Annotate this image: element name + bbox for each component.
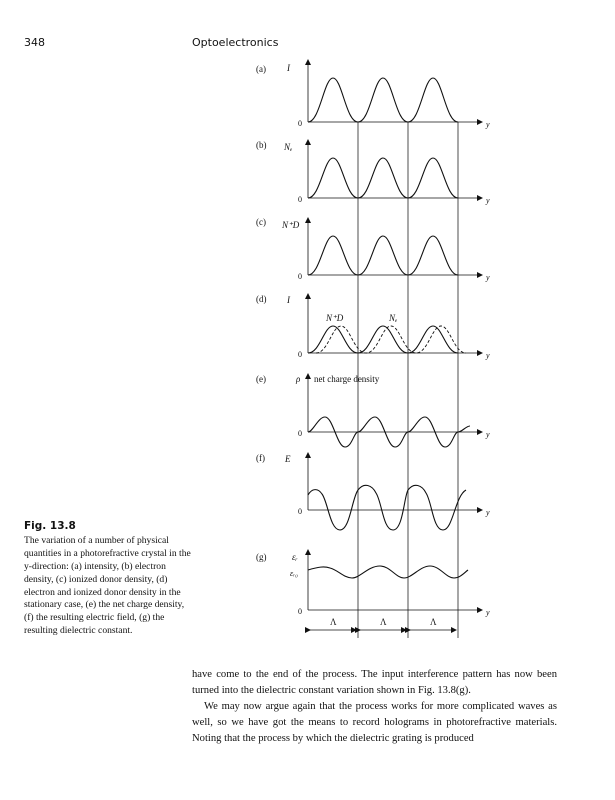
zero-label: 0 — [298, 272, 302, 281]
period-markers — [310, 617, 456, 630]
zero-label: 0 — [298, 607, 302, 616]
period-label: Λ — [330, 617, 337, 627]
y-axis-label: εᵣ — [292, 552, 298, 562]
electron-density-curve — [308, 158, 458, 198]
y-axis-label: I — [287, 295, 290, 305]
y-axis-label: N⁺D — [282, 220, 300, 230]
running-head: Optoelectronics — [192, 36, 279, 49]
panel-label: (f) — [256, 453, 265, 463]
intensity-curve — [308, 78, 458, 122]
zero-label: 0 — [298, 350, 302, 359]
dielectric-constant-curve — [308, 566, 468, 578]
page-number: 348 — [24, 36, 45, 49]
donor-curve-label: N⁺D — [326, 313, 344, 323]
x-axis-label: y — [486, 430, 490, 439]
panel-label: (g) — [256, 552, 267, 562]
x-axis-label: y — [486, 120, 490, 129]
x-axis-label: y — [486, 351, 490, 360]
net-charge-annotation: net charge density — [314, 374, 380, 384]
period-label: Λ — [380, 617, 387, 627]
figure-caption — [24, 520, 194, 638]
paragraph: have come to the end of the process. The input interference pattern has now been turned into the dielectric constant variation shown in Fig. 13.8(g). — [192, 669, 557, 696]
electric-field-curve — [308, 485, 466, 530]
panel-a — [256, 60, 490, 129]
panel-label: (e) — [256, 374, 266, 384]
zero-label: 0 — [298, 507, 302, 516]
panel-label: (b) — [256, 140, 267, 150]
donor-density-solid-curve — [308, 326, 458, 353]
y-axis-label: ρ — [296, 374, 301, 384]
panel-d — [256, 294, 490, 360]
x-axis-label: y — [486, 608, 490, 617]
y-axis-label: Nₑ — [284, 142, 293, 152]
paragraph: We may now argue again that the process works for more complicated waves as well, so we have got the means to record holograms in photorefractive materials. Noting that the process by which the dielectric grating is produced — [192, 701, 557, 744]
x-axis-label: y — [486, 196, 490, 205]
panel-label: (d) — [256, 294, 267, 304]
y-axis-label: I — [287, 63, 290, 73]
zero-label: 0 — [298, 119, 302, 128]
zero-label: 0 — [298, 429, 302, 438]
panel-e — [256, 374, 490, 447]
panel-b — [256, 140, 490, 205]
y-axis-label: E — [285, 454, 291, 464]
panel-f — [256, 453, 490, 530]
panel-c — [256, 217, 490, 282]
caption-text: The variation of a number of physical quantities in a photorefractive crystal in the y-direction: (a) intensity, (b) electron density, (c) ionized donor density, (d) electron and ionized donor density in the stationary case, (e) the net charge density, (f) the resulting electric field, (g) the resulting dielectric constant. — [24, 534, 191, 637]
zero-label: 0 — [298, 195, 302, 204]
panel-g — [256, 550, 490, 617]
panel-label: (c) — [256, 217, 266, 227]
period-label: Λ — [430, 617, 437, 627]
x-axis-label: y — [486, 273, 490, 282]
y-axis-label-reference: εᵣ₀ — [290, 569, 298, 578]
x-axis-label: y — [486, 508, 490, 517]
electron-curve-label: Nₑ — [389, 313, 398, 323]
panel-label: (a) — [256, 64, 266, 74]
donor-density-curve — [308, 236, 458, 275]
caption-label: Fig. 13.8 — [24, 520, 76, 532]
body-text — [192, 667, 557, 747]
